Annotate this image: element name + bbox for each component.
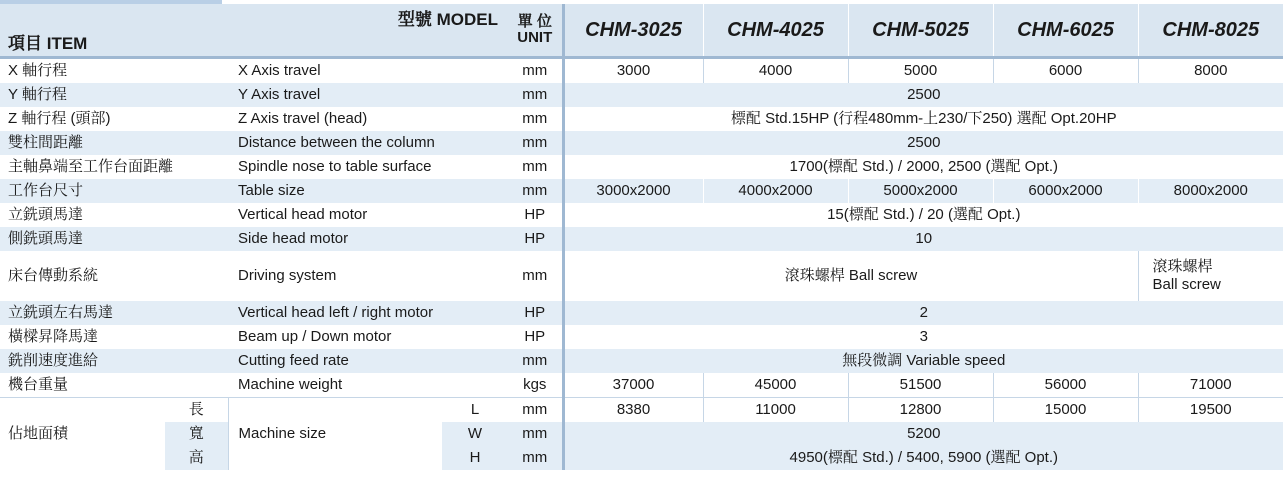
row-label-zh: Z 軸行程 (頭部) <box>0 107 228 131</box>
length-letter: L <box>442 398 508 423</box>
row-unit: HP <box>508 203 563 227</box>
row-unit: HP <box>508 325 563 349</box>
value-cell: 15000 <box>993 398 1138 423</box>
row-unit: mm <box>508 349 563 373</box>
row-label-en: Driving system <box>228 251 508 301</box>
value-cell: 45000 <box>703 373 848 398</box>
row-unit: mm <box>508 58 563 84</box>
row-label-zh: 機台重量 <box>0 373 228 398</box>
row-label-en: Spindle nose to table surface <box>228 155 508 179</box>
row-feed-rate <box>0 349 1283 373</box>
row-label-en: Vertical head motor <box>228 203 508 227</box>
value-cell: 5000x2000 <box>848 179 993 203</box>
value-cell: 12800 <box>848 398 993 423</box>
row-table-size <box>0 179 1283 203</box>
row-label-zh: X 軸行程 <box>0 58 228 84</box>
value-cell: 10 <box>563 227 1283 251</box>
row-x-travel <box>0 58 1283 84</box>
row-y-travel <box>0 83 1283 107</box>
row-label-zh: 立銑頭馬達 <box>0 203 228 227</box>
row-label-en: Y Axis travel <box>228 83 508 107</box>
value-cell: 5000 <box>848 58 993 84</box>
value-cell: 15(標配 Std.) / 20 (選配 Opt.) <box>563 203 1283 227</box>
model-header: 型號 MODEL <box>228 4 508 58</box>
value-cell: 8000 <box>1138 58 1283 84</box>
row-unit: mm <box>508 107 563 131</box>
row-label-en: Z Axis travel (head) <box>228 107 508 131</box>
model-chm-4025: CHM-4025 <box>703 4 848 58</box>
row-side-motor <box>0 227 1283 251</box>
row-unit: mm <box>508 446 563 470</box>
row-unit: HP <box>508 301 563 325</box>
row-unit: mm <box>508 398 563 423</box>
row-label-zh: 雙柱間距離 <box>0 131 228 155</box>
row-machine-size-height <box>0 446 1283 470</box>
row-label-en: Vertical head left / right motor <box>228 301 508 325</box>
value-cell: 標配 Std.15HP (行程480mm-上230/下250) 選配 Opt.20HP <box>563 107 1283 131</box>
value-cell: 3000 <box>563 58 703 84</box>
row-vertical-motor <box>0 203 1283 227</box>
spec-table <box>0 4 1283 470</box>
value-cell-ball-screw: 滾珠螺桿 Ball screw <box>1138 251 1283 301</box>
value-cell: 11000 <box>703 398 848 423</box>
row-label-en: Distance between the column <box>228 131 508 155</box>
row-unit: mm <box>508 131 563 155</box>
value-cell: 8380 <box>563 398 703 423</box>
row-label-zh: 主軸鼻端至工作台面距離 <box>0 155 228 179</box>
value-cell: 56000 <box>993 373 1138 398</box>
row-spindle-nose <box>0 155 1283 179</box>
row-unit: mm <box>508 179 563 203</box>
length-label-zh: 長 <box>165 398 228 423</box>
height-label-zh: 高 <box>165 446 228 470</box>
value-cell: 4000 <box>703 58 848 84</box>
row-lr-motor <box>0 301 1283 325</box>
machine-size-label-zh: 佔地面積 <box>0 398 165 471</box>
unit-header: 單 位 UNIT <box>508 4 563 58</box>
row-machine-size-width <box>0 422 1283 446</box>
value-cell: 4950(標配 Std.) / 5400, 5900 (選配 Opt.) <box>563 446 1283 470</box>
value-cell: 5200 <box>563 422 1283 446</box>
row-unit: HP <box>508 227 563 251</box>
value-cell: 2 <box>563 301 1283 325</box>
value-cell: 3 <box>563 325 1283 349</box>
width-label-zh: 寬 <box>165 422 228 446</box>
value-cell: 19500 <box>1138 398 1283 423</box>
row-label-en: Side head motor <box>228 227 508 251</box>
value-cell: 8000x2000 <box>1138 179 1283 203</box>
row-driving-system <box>0 251 1283 301</box>
row-beam-motor <box>0 325 1283 349</box>
model-chm-5025: CHM-5025 <box>848 4 993 58</box>
row-label-zh: Y 軸行程 <box>0 83 228 107</box>
row-label-en: Table size <box>228 179 508 203</box>
value-cell: 2500 <box>563 131 1283 155</box>
value-cell: 51500 <box>848 373 993 398</box>
machine-size-label-en: Machine size <box>228 398 442 471</box>
row-unit: kgs <box>508 373 563 398</box>
row-label-en: Machine weight <box>228 373 508 398</box>
row-unit: mm <box>508 251 563 301</box>
row-unit: mm <box>508 155 563 179</box>
row-label-zh: 銑削速度進給 <box>0 349 228 373</box>
row-label-zh: 工作台尺寸 <box>0 179 228 203</box>
row-label-zh: 側銑頭馬達 <box>0 227 228 251</box>
row-z-travel <box>0 107 1283 131</box>
value-cell: 1700(標配 Std.) / 2000, 2500 (選配 Opt.) <box>563 155 1283 179</box>
value-cell: 2500 <box>563 83 1283 107</box>
model-chm-8025: CHM-8025 <box>1138 4 1283 58</box>
value-cell: 6000 <box>993 58 1138 84</box>
row-weight <box>0 373 1283 398</box>
value-cell: 4000x2000 <box>703 179 848 203</box>
row-label-en: X Axis travel <box>228 58 508 84</box>
item-header: 項目 ITEM <box>0 4 228 58</box>
value-cell: 3000x2000 <box>563 179 703 203</box>
header-row <box>0 4 1283 58</box>
value-cell: 滾珠螺桿 Ball screw <box>563 251 1138 301</box>
row-label-en: Cutting feed rate <box>228 349 508 373</box>
row-label-zh: 立銑頭左右馬達 <box>0 301 228 325</box>
value-cell: 37000 <box>563 373 703 398</box>
row-label-en: Beam up / Down motor <box>228 325 508 349</box>
model-chm-6025: CHM-6025 <box>993 4 1138 58</box>
value-cell: 6000x2000 <box>993 179 1138 203</box>
row-label-zh: 橫樑昇降馬達 <box>0 325 228 349</box>
row-column-distance <box>0 131 1283 155</box>
row-label-zh: 床台傳動系統 <box>0 251 228 301</box>
width-letter: W <box>442 422 508 446</box>
row-unit: mm <box>508 83 563 107</box>
height-letter: H <box>442 446 508 470</box>
row-unit: mm <box>508 422 563 446</box>
model-chm-3025: CHM-3025 <box>563 4 703 58</box>
row-machine-size-length <box>0 398 1283 423</box>
value-cell: 無段微調 Variable speed <box>563 349 1283 373</box>
value-cell: 71000 <box>1138 373 1283 398</box>
